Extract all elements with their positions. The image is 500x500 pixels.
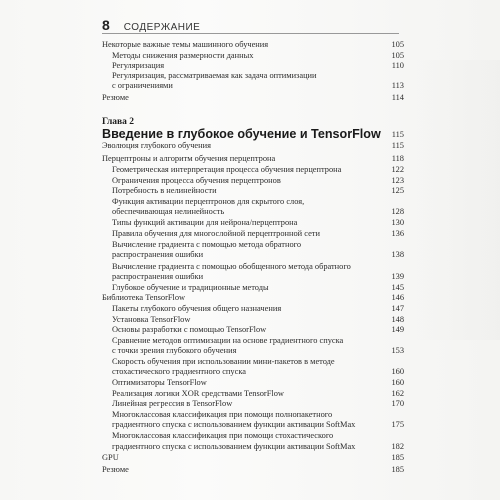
- toc-entry-page-number: 128: [391, 207, 404, 216]
- toc-entry-page-number: 147: [391, 304, 404, 313]
- toc-entry-page-number: 182: [391, 442, 404, 451]
- toc-entry-title: Функция активации перцептронов для скрытого слоя,: [112, 197, 305, 206]
- toc-entry: [0, 250, 500, 261]
- toc-entry-title: Типы функций активации для нейрона/перцептрона: [112, 218, 298, 227]
- toc-entry-title: Резюме: [102, 465, 129, 474]
- running-head: СОДЕРЖАНИЕ: [123, 22, 201, 33]
- toc-entry-title: Методы снижения размерности данных: [112, 51, 254, 60]
- toc-entry-title: Ограничения процесса обучения перцептронов: [112, 176, 281, 185]
- toc-entry: [0, 218, 500, 229]
- toc-entry: [0, 40, 500, 51]
- toc-entry-title: Библиотека TensorFlow: [102, 293, 186, 302]
- toc-entry-page-number: 185: [391, 453, 404, 462]
- toc-entry-page-number: 122: [391, 165, 404, 174]
- toc-entry-page-number: 160: [391, 378, 404, 387]
- toc-entry-page-number: 136: [391, 229, 404, 238]
- toc-entry-title: Геометрическая интерпретация процесса обучения перцептрона: [112, 165, 342, 174]
- toc-entry-title: обеспечивающая нелинейность: [112, 207, 225, 216]
- toc-entry: [0, 154, 500, 165]
- header-rule: [102, 33, 399, 34]
- toc-entry-title: с точки зрения глубокого обучения: [112, 346, 237, 355]
- toc-entry-page-number: 148: [391, 315, 404, 324]
- toc-entry-title: Сравнение методов оптимизации на основе градиентного спуска: [112, 336, 344, 345]
- toc-entry-page-number: 113: [391, 81, 404, 90]
- toc-entry: [0, 325, 500, 336]
- toc-entry-title: Линейная регрессия в TensorFlow: [112, 399, 233, 408]
- toc-entry: [0, 272, 500, 283]
- toc-entry-page-number: 139: [391, 272, 404, 281]
- toc-entry-title: Правила обучения для многослойной перцептронной сети: [112, 229, 320, 238]
- toc-entry: [0, 93, 500, 104]
- toc-entry-title: Установка TensorFlow: [112, 315, 191, 324]
- toc-entry-title: Резюме: [102, 93, 129, 102]
- toc-entry: [0, 399, 500, 410]
- toc-entry-page-number: 149: [391, 325, 404, 334]
- toc-entry-title: Эволюция глубокого обучения: [102, 141, 211, 150]
- toc-entry: [0, 81, 500, 92]
- toc-entry-title: распространения ошибки: [112, 250, 204, 259]
- toc-entry: [0, 378, 500, 389]
- toc-entry-title: распространения ошибки: [112, 272, 204, 281]
- toc-entry: [0, 165, 500, 176]
- toc-entry-page-number: 146: [391, 293, 404, 302]
- toc-entry-page-number: 170: [391, 399, 404, 408]
- toc-entry: [0, 346, 500, 357]
- toc-entry-page-number: 185: [391, 465, 404, 474]
- chapter-label: Глава 2: [102, 117, 135, 127]
- chapter-title: Введение в глубокое обучение и TensorFlow: [102, 127, 381, 141]
- toc-entry-page-number: 115: [391, 141, 404, 150]
- toc-entry-page-number: 110: [391, 61, 404, 70]
- toc-entry: [0, 304, 500, 315]
- toc-entry-title: Вычисление градиента с помощью метода обратного: [112, 240, 302, 249]
- toc-entry-page-number: 130: [391, 218, 404, 227]
- toc-entry-page-number: 162: [391, 389, 404, 398]
- toc-entry-title: Регуляризация: [112, 61, 165, 70]
- toc-entry-title: стохастического градиентного спуска: [112, 367, 246, 376]
- toc-entry: [0, 229, 500, 240]
- toc-entry-title: GPU: [102, 453, 119, 462]
- toc-entry-title: Глубокое обучение и традиционные методы: [112, 283, 269, 292]
- toc-entry-title: Некоторые важные темы машинного обучения: [102, 40, 269, 49]
- toc-entry-page-number: 175: [391, 420, 404, 429]
- toc-entry: [0, 186, 500, 197]
- toc-entry-title: Потребность в нелинейности: [112, 186, 217, 195]
- toc-entry-page-number: 118: [391, 154, 404, 163]
- toc-entry-page-number: 145: [391, 283, 404, 292]
- toc-entry-page-number: 160: [391, 367, 404, 376]
- toc-entry-title: Реализация логики XOR средствами TensorFlow: [112, 389, 284, 398]
- toc-entry: [0, 367, 500, 378]
- toc-entry-title: Перцептроны и алгоритм обучения перцептрона: [102, 154, 276, 163]
- toc-entry-title: Скорость обучения при использовании мини-пакетов в методе: [112, 357, 335, 366]
- toc-entry-page-number: 123: [391, 176, 404, 185]
- chapter-page-number: 115: [391, 130, 404, 139]
- toc-entry: [0, 453, 500, 464]
- toc-entry-title: градиентного спуска с использованием функции активации SoftMax: [112, 420, 356, 429]
- toc-entry: [0, 207, 500, 218]
- toc-entry-title: Вычисление градиента с помощью обобщенного метода обратного: [112, 262, 351, 271]
- toc-entry: [0, 420, 500, 431]
- toc-entry: [0, 141, 500, 152]
- toc-entry-page-number: 138: [391, 250, 404, 259]
- toc-entry: [0, 293, 500, 304]
- toc-entry-page-number: 105: [391, 40, 404, 49]
- page-number: 8: [102, 17, 110, 33]
- toc-entry-page-number: 105: [391, 51, 404, 60]
- toc-entry-title: Основы разработки с помощью TensorFlow: [112, 325, 267, 334]
- toc-entry-title: Регуляризация, рассматриваемая как задача оптимизации: [112, 71, 317, 80]
- page-header: [102, 17, 200, 33]
- toc-entry-title: Пакеты глубокого обучения общего назначения: [112, 304, 282, 313]
- toc-entry-page-number: 114: [391, 93, 404, 102]
- toc-entry: [0, 442, 500, 453]
- toc-entry-page-number: 125: [391, 186, 404, 195]
- toc-entry-page-number: 153: [391, 346, 404, 355]
- toc-entry-title: Оптимизаторы TensorFlow: [112, 378, 207, 387]
- toc-entry: [0, 431, 500, 442]
- toc-entry-title: Многоклассовая классификация при помощи полнопакетного: [112, 410, 333, 419]
- toc-entry-title: с ограничениями: [112, 81, 173, 90]
- toc-entry-title: Многоклассовая классификация при помощи стохастического: [112, 431, 334, 440]
- toc-entry: [0, 465, 500, 476]
- toc-entry-title: градиентного спуска с использованием функции активации SoftMax: [112, 442, 356, 451]
